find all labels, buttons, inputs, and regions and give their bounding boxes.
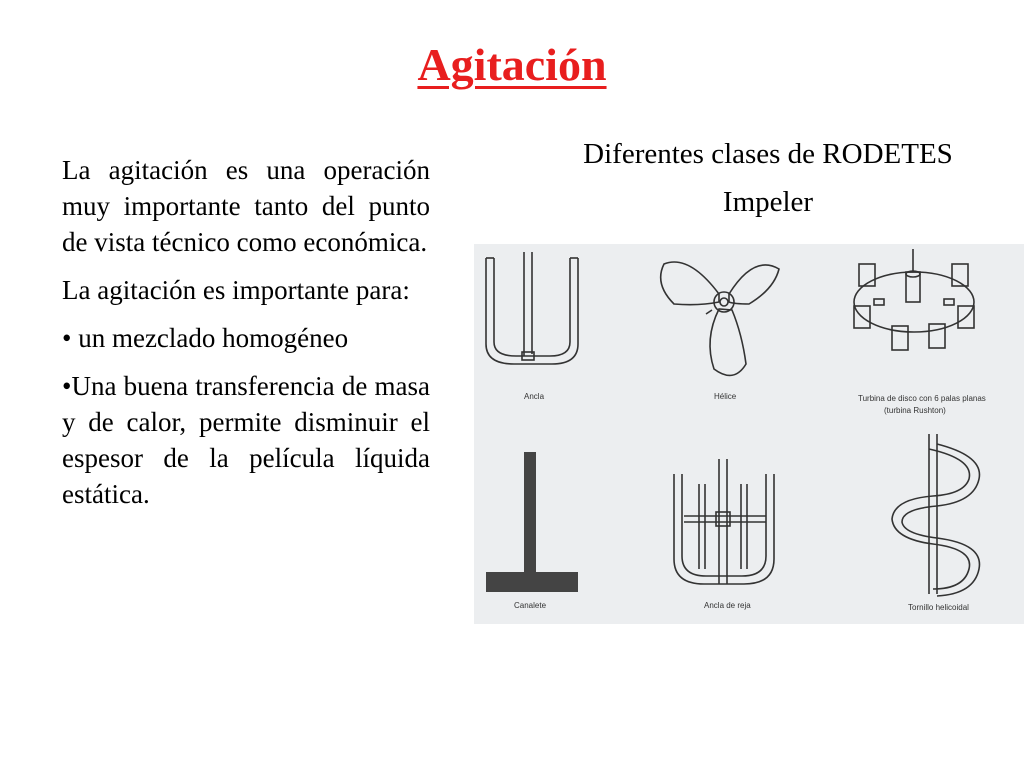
helical-screw-drawing (892, 434, 979, 596)
caption-ancla-reja: Ancla de reja (704, 601, 751, 610)
gate-anchor-drawing (674, 459, 774, 584)
impeller-drawings (474, 244, 1024, 624)
caption-turbina: Turbina de disco con 6 palas planas (858, 394, 986, 403)
left-text-column (62, 152, 430, 524)
rushton-turbine-drawing (854, 249, 974, 350)
intro-paragraph: La agitación es una operación muy importante tanto del punto de vista técnico como económica. (62, 155, 430, 257)
bullet-mixing: • un mezclado homogéneo (62, 323, 349, 353)
caption-helice: Hélice (714, 392, 737, 401)
caption-canalete: Canalete (514, 601, 547, 610)
impeller-types-figure (474, 244, 1024, 624)
caption-ancla: Ancla (524, 392, 545, 401)
impeller-subheading: Impeler (722, 186, 814, 218)
slide-title: Agitación (417, 39, 607, 90)
caption-turbina-rushton: (turbina Rushton) (884, 406, 946, 415)
anchor-impeller-drawing (486, 252, 578, 364)
bullet-transfer: •Una buena transferencia de masa y de calor, permite disminuir el espesor de la película líquida estática. (62, 371, 430, 509)
caption-tornillo: Tornillo helicoidal (908, 603, 969, 612)
propeller-drawing (661, 262, 779, 375)
paddle-drawing (486, 452, 578, 592)
importance-paragraph: La agitación es importante para: (62, 275, 410, 305)
impeller-heading: Diferentes clases de RODETES (583, 138, 953, 170)
